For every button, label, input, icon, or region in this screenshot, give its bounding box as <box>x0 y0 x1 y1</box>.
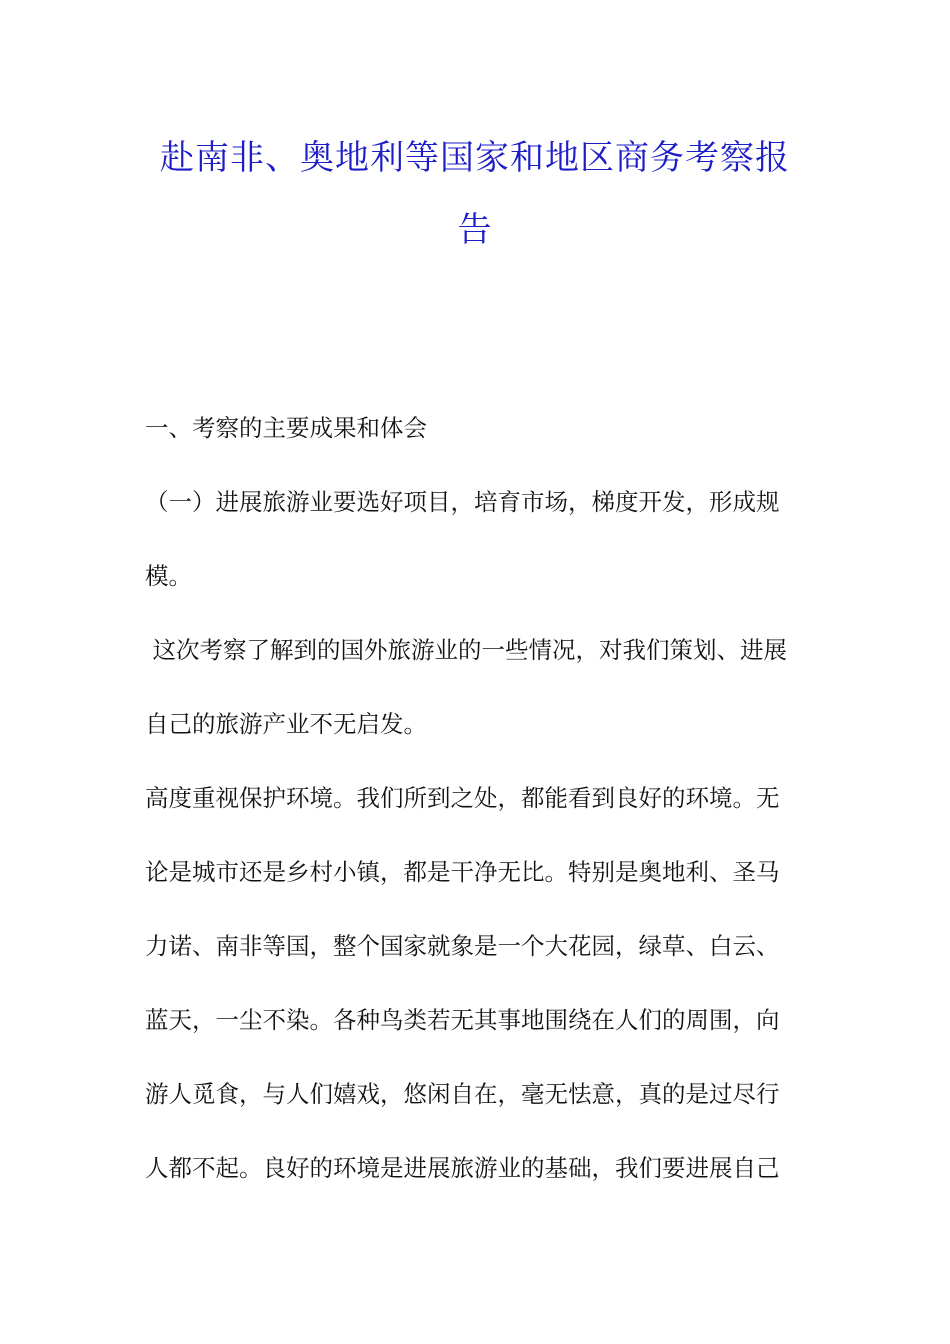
text-line: 人都不起。良好的环境是进展旅游业的基础，我们要进展自己 <box>145 1154 780 1182</box>
subheading-paragraph <box>145 484 809 595</box>
text-line: 力诺、南非等国，整个国家就象是一个大花园，绿草、白云、 <box>145 932 780 960</box>
text-line: 游人觅食，与人们嬉戏，悠闲自在，毫无怯意，真的是过尽行 <box>145 1080 780 1108</box>
document-body <box>145 410 809 1224</box>
title-line-2: 告 <box>457 210 493 250</box>
text-line: 论是城市还是乡村小镇，都是干净无比。特别是奥地利、圣马 <box>145 858 780 886</box>
document-title <box>140 122 810 266</box>
text-line: 自己的旅游产业不无启发。 <box>145 710 427 738</box>
text-line: （一）进展旅游业要选好项目，培育市场，梯度开发，形成规 <box>145 488 780 516</box>
intro-paragraph <box>145 632 809 743</box>
text-line: 模。 <box>145 562 192 590</box>
text-line: 一、考察的主要成果和体会 <box>145 414 427 442</box>
text-line: 蓝天，一尘不染。各种鸟类若无其事地围绕在人们的周围，向 <box>145 1006 780 1034</box>
body-paragraph <box>145 780 809 1187</box>
section-heading <box>145 410 809 447</box>
text-line: 高度重视保护环境。我们所到之处，都能看到良好的环境。无 <box>145 784 780 812</box>
text-line: 这次考察了解到的国外旅游业的一些情况，对我们策划、进展 <box>145 636 787 664</box>
title-line-1: 赴南非、奥地利等国家和地区商务考察报 <box>160 138 790 178</box>
